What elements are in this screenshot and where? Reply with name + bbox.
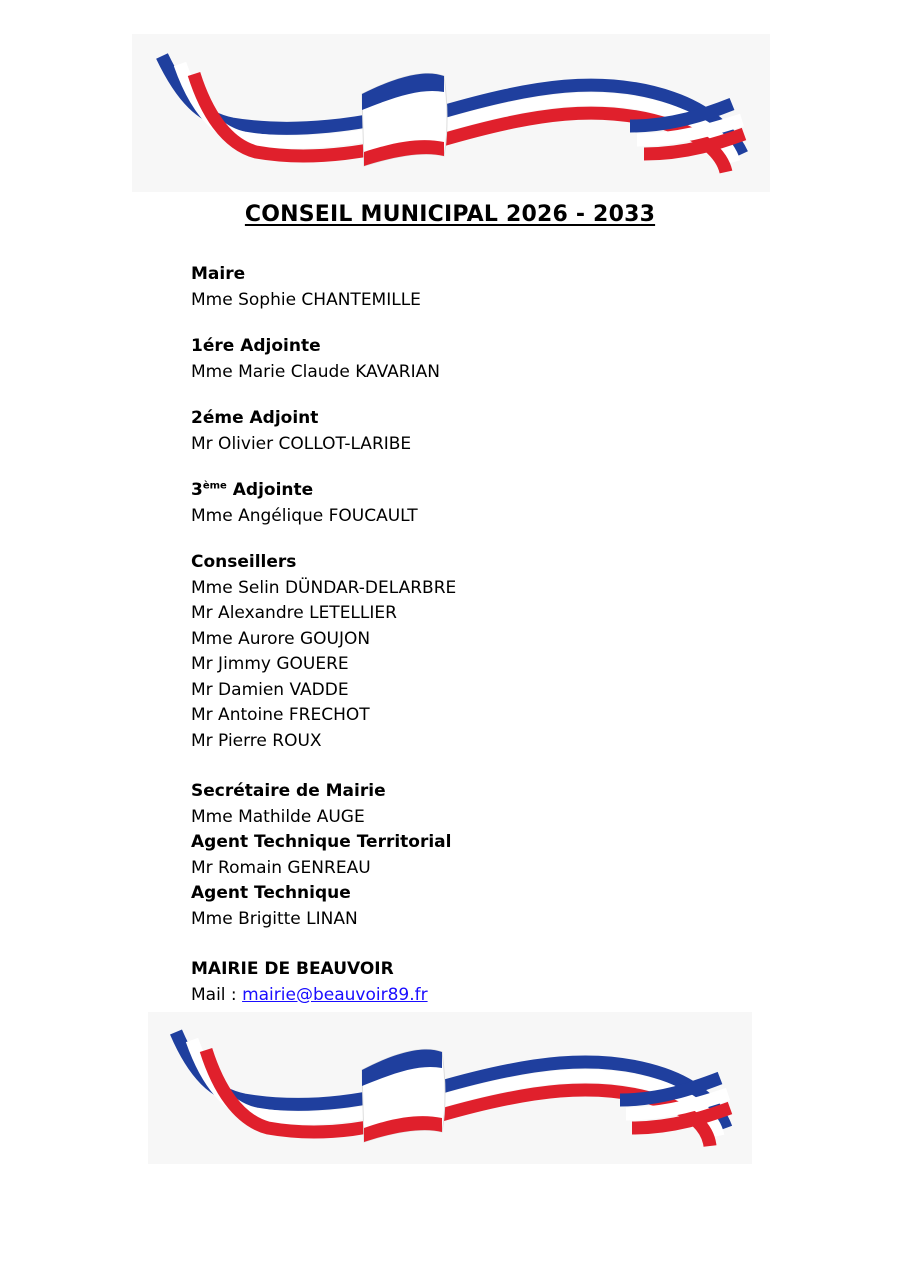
conseiller-name: Mme Selin DÜNDAR-DELARBRE — [191, 577, 457, 598]
conseiller-name: Mr Antoine FRECHOT — [191, 705, 370, 725]
adjointe3-label-text: Adjointe — [232, 480, 314, 500]
mail-link[interactable]: mairie@beauvoir89.fr — [242, 984, 428, 1005]
adjointe1-label: 1ére Adjointe — [191, 336, 321, 356]
maire-label: Maire — [191, 264, 246, 284]
secretaire-label: Secrétaire de Mairie — [191, 781, 386, 801]
adjointe3-label — [191, 478, 751, 504]
page-title: CONSEIL MUNICIPAL 2026 - 2033 — [244, 202, 656, 227]
conseiller-name: Mr Pierre ROUX — [191, 730, 322, 751]
mairie-label: MAIRIE DE BEAUVOIR — [191, 959, 394, 979]
adjoint2-name: Mr Olivier COLLOT-LARIBE — [191, 433, 412, 454]
tricolor-ribbon-bottom — [148, 1012, 752, 1164]
mail-label: Mail : — [191, 984, 243, 1005]
adjoint2-label: 2éme Adjoint — [191, 408, 319, 428]
conseillers-label: Conseillers — [191, 552, 297, 572]
adjointe3-name: Mme Angélique FOUCAULT — [191, 505, 418, 526]
mail-line — [191, 983, 751, 1009]
agent-territorial-label: Agent Technique Territorial — [191, 832, 452, 852]
agent-technique-name: Mme Brigitte LINAN — [191, 908, 358, 929]
maire-name: Mme Sophie CHANTEMILLE — [191, 289, 421, 310]
tricolor-ribbon-top — [132, 34, 770, 192]
adjointe3-superscript: ème — [202, 480, 227, 492]
ribbon-graphic — [132, 34, 770, 192]
agent-territorial-name: Mr Romain GENREAU — [191, 857, 371, 878]
conseiller-name: Mme Aurore GOUJON — [191, 628, 371, 649]
ribbon-graphic — [148, 1012, 752, 1164]
agent-technique-label: Agent Technique — [191, 883, 351, 903]
secretaire-name: Mme Mathilde AUGE — [191, 806, 365, 827]
adjointe3-number: 3 — [191, 480, 203, 500]
adjointe1-name: Mme Marie Claude KAVARIAN — [191, 361, 440, 382]
conseiller-name: Mr Jimmy GOUERE — [191, 654, 349, 674]
conseiller-name: Mr Damien VADDE — [191, 679, 349, 700]
council-list — [191, 262, 751, 1034]
conseiller-name: Mr Alexandre LETELLIER — [191, 603, 397, 623]
